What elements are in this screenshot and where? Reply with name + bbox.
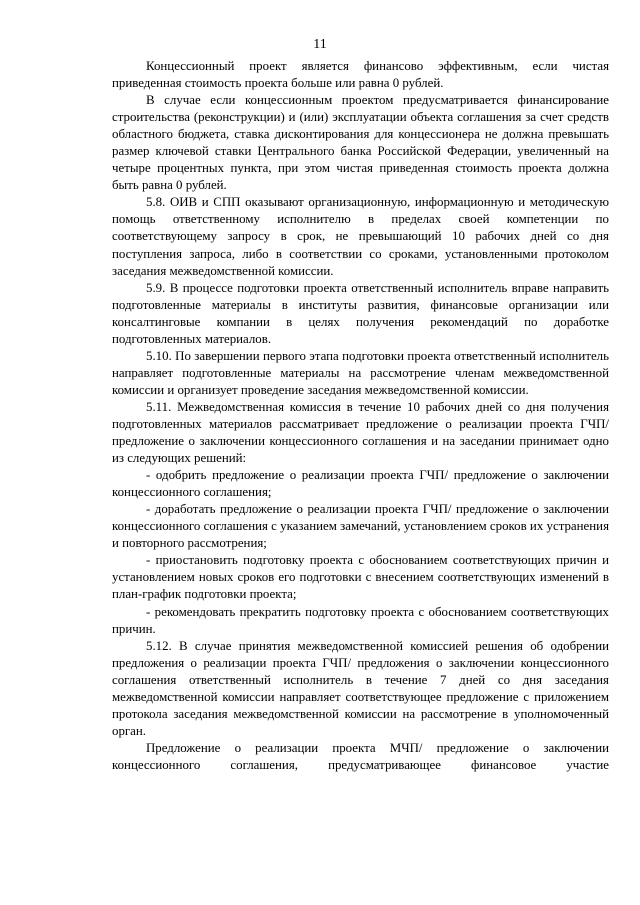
paragraph-discount-rate: В случае если концессионным проектом предусматривается финансирование строительства (реконструкции) и (или) эксплуатации объекта соглашения за счет средств областного бюджета, ставка дисконтирования для концессионера не должна превышать размер ключевой ставки Центрального банка Российской Федерации, увеличенный на четыре процентных пункта, при этом чистая приведенная стоимость проекта должна быть равна 0 рублей.: [112, 93, 609, 193]
paragraph-5-8: 5.8. ОИВ и СПП оказывают организационную, информационную и методическую помощь ответственному исполнителю в пределах своей компетенции по соответствующему запросу в срок, не превышающий 10 рабочих дней со дня поступления запроса, либо в соответствии со сроками, установленными протоколом заседания межведомственной комиссии.: [112, 195, 609, 278]
paragraph-5-10: 5.10. По завершении первого этапа подготовки проекта ответственный исполнитель направляет подготовленные материалы на рассмотрение членам межведомственной комиссии и организует проведение заседания межведомственной комиссии.: [112, 348, 609, 397]
list-item-terminate: - рекомендовать прекратить подготовку проекта с обоснованием соответствующих причин.: [112, 604, 609, 636]
list-item-approve: - одобрить предложение о реализации проекта ГЧП/ предложение о заключении концессионного соглашения;: [112, 468, 609, 500]
page-number: 11: [313, 37, 327, 52]
paragraph-mchp-proposal: Предложение о реализации проекта МЧП/ предложение о заключении концессионного соглашения, предусматривающее финансовое участие: [112, 740, 609, 772]
paragraph-5-11: 5.11. Межведомственная комиссия в течение 10 рабочих дней со дня получения подготовленных материалов рассматривает предложение о реализации проекта ГЧП/ предложение о заключении концессионного соглашения и на заседании принимает одно из следующих решений:: [112, 399, 609, 466]
page-body: [112, 58, 609, 774]
list-item-suspend: - приостановить подготовку проекта с обоснованием соответствующих причин и установлением новых сроков его подготовки с внесением соответствующих изменений в план-график подготовки проекта;: [112, 553, 609, 602]
list-item-revise: - доработать предложение о реализации проекта ГЧП/ предложение о заключении концессионного соглашения с указанием замечаний, установлением сроков их устранения и повторного рассмотрения;: [112, 502, 609, 551]
paragraph-5-9: 5.9. В процессе подготовки проекта ответственный исполнитель вправе направить подготовленные материалы в институты развития, финансовые организации или консалтинговые компании в целях получения рекомендаций по доработке подготовленных материалов.: [112, 280, 609, 346]
paragraph-5-12: 5.12. В случае принятия межведомственной комиссией решения об одобрении предложения о реализации проекта ГЧП/ предложения о заключении концессионного соглашения ответственный исполнитель в течение 7 дней со дня заседания межведомственной комиссии направляет соответствующее предложение с приложением протокола заседания межведомственной комиссии на рассмотрение в уполномоченный орган.: [112, 638, 609, 738]
paragraph-npv-efficiency: Концессионный проект является финансово эффективным, если чистая приведенная стоимость проекта больше или равна 0 рублей.: [112, 59, 609, 91]
